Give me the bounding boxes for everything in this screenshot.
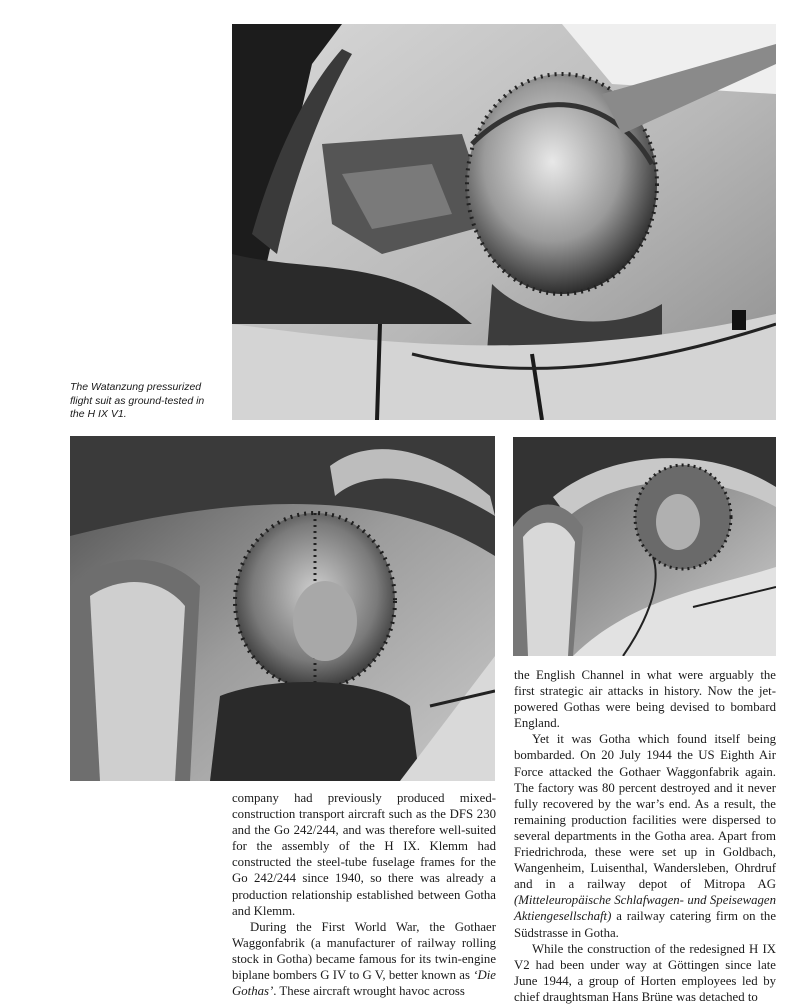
- body-text: a railway catering firm on the Südstrasse in Gotha.: [514, 909, 776, 940]
- italic-term: ‘Die Gothas’: [232, 968, 496, 999]
- body-paragraph: [514, 731, 776, 940]
- body-paragraph: While the construction of the redesigned H IX V2 had been under way at Göttingen since late June 1944, a group of Horten employees led by chief draughtsman Hans Brüne was detached to: [514, 941, 776, 1004]
- caption-line: the H IX V1.: [70, 408, 127, 420]
- body-paragraph: the English Channel in what were arguably the first strategic air attacks in history. Now the jet-powered Gothas were being devised to bombard England.: [514, 668, 776, 731]
- body-text: Yet it was Gotha which found itself being bombarded. On 20 July 1944 the US Eighth Air Force attacked the Gothaer Waggonfabrik again. The factory was 80 percent destroyed and it never fully recovered by the war’s end. As a result, the remaining production facilities were dispersed to several departments in the Gotha area. Apart from Friedrichroda, these were set up in Goldbach, Wangenheim, Luisenthal, Wandersleben, Ohrdruf and in a railway depot of Mitropa AG: [514, 732, 776, 892]
- photo-caption: [70, 381, 220, 422]
- body-paragraph: company had previously produced mixed-construction transport aircraft such as the DFS 230 and the Go 242/244, and was therefore well-suited for the assembly of the H IX. Klemm had constructed the steel-tube fuselage frames for the Go 242/244 since 1940, so there was already a production relationship established between Gotha and Klemm.: [232, 791, 496, 918]
- text-column-left: [232, 790, 496, 999]
- caption-line: The Watanzung pressurized: [70, 381, 202, 393]
- body-text: During the First World War, the Gothaer Waggonfabrik (a manufacturer of railway rolling stock in Gotha) became famous for its twin-engine biplane bombers G IV to G V, better known as: [232, 919, 496, 983]
- body-paragraph: [232, 919, 496, 999]
- caption-line: flight suit as ground-tested in: [70, 394, 205, 407]
- body-text: . These aircraft wrought havoc across: [273, 984, 465, 999]
- italic-term: (Mitteleuropäische Schlafwagen- und Speisewagen Aktiengesellschaft): [514, 893, 776, 924]
- photo-pilot-cockpit-side: [513, 437, 776, 656]
- photo-pilot-helmet-front: [70, 436, 495, 781]
- text-column-right: [514, 667, 776, 1005]
- photo-pressure-suit-cockpit: [232, 24, 776, 420]
